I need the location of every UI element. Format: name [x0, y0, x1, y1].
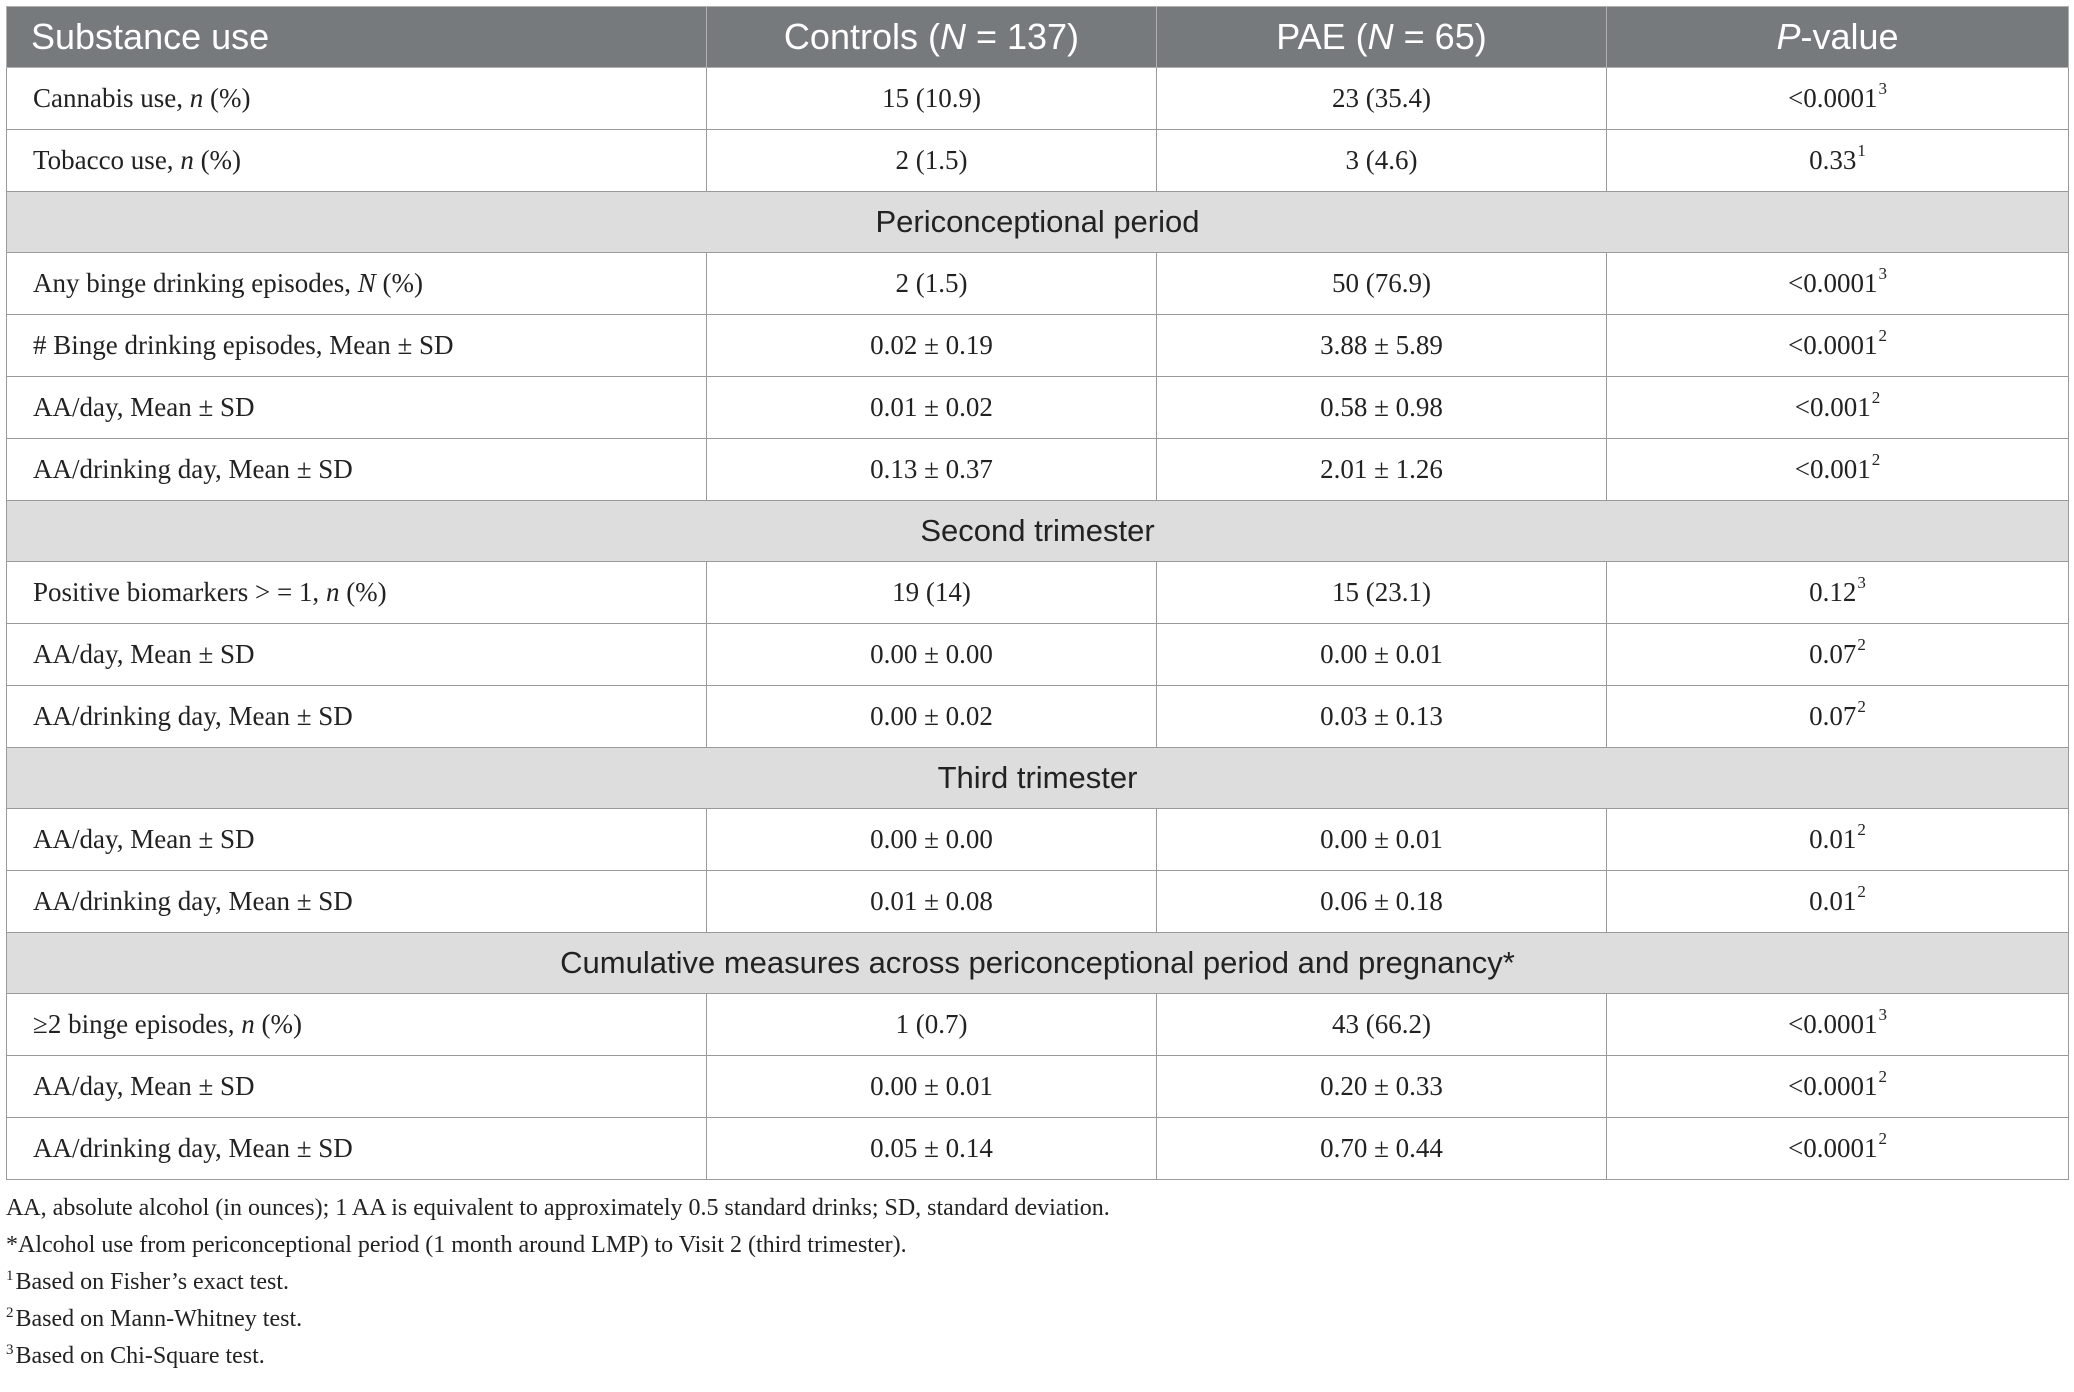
- controls-value: 19 (14): [707, 562, 1157, 624]
- section-title: Periconceptional period: [7, 192, 2069, 253]
- p-value: 0.33$^1$: [1607, 130, 2069, 192]
- substance-use-table: [6, 6, 2069, 1180]
- row-label: AA/drinking day, Mean ± SD: [7, 871, 707, 933]
- pae-value: 23 (35.4): [1157, 68, 1607, 130]
- pae-value: 0.03 ± 0.13: [1157, 686, 1607, 748]
- row-label: # Binge drinking episodes, Mean ± SD: [7, 315, 707, 377]
- controls-value: 0.00 ± 0.01: [707, 1056, 1157, 1118]
- pae-value: 0.70 ± 0.44: [1157, 1118, 1607, 1180]
- controls-value: 2 (1.5): [707, 253, 1157, 315]
- controls-value: 0.00 ± 0.02: [707, 686, 1157, 748]
- p-value: $<0.0001^2$: [1607, 1056, 2069, 1118]
- p-value: 0.12$^3$: [1607, 562, 2069, 624]
- table-row: [7, 624, 2069, 686]
- footnote-1: $^1$Based on Fisher’s exact test.: [6, 1268, 290, 1295]
- section-title: Second trimester: [7, 501, 2069, 562]
- header-controls: Controls (N = 137): [707, 7, 1157, 68]
- section-row: [7, 192, 2069, 253]
- controls-value: 0.00 ± 0.00: [707, 624, 1157, 686]
- row-label: Cannabis use, n (%): [7, 68, 707, 130]
- table-figure: [6, 6, 2068, 1375]
- controls-value: 0.05 ± 0.14: [707, 1118, 1157, 1180]
- p-value: $<0.0001^3$: [1607, 68, 2069, 130]
- controls-value: 0.01 ± 0.02: [707, 377, 1157, 439]
- table-footnotes: [6, 1190, 2068, 1375]
- p-value: $<0.001^2$: [1607, 439, 2069, 501]
- table-row: [7, 871, 2069, 933]
- header-substance-use: Substance use: [7, 7, 707, 68]
- table-row: [7, 686, 2069, 748]
- p-value: $<0.0001^2$: [1607, 315, 2069, 377]
- table-row: [7, 994, 2069, 1056]
- pae-value: 3 (4.6): [1157, 130, 1607, 192]
- table-row: [7, 1056, 2069, 1118]
- pae-value: 2.01 ± 1.26: [1157, 439, 1607, 501]
- row-label: AA/drinking day, Mean ± SD: [7, 1118, 707, 1180]
- controls-value: 0.02 ± 0.19: [707, 315, 1157, 377]
- section-row: [7, 748, 2069, 809]
- pae-value: 3.88 ± 5.89: [1157, 315, 1607, 377]
- controls-value: 0.13 ± 0.37: [707, 439, 1157, 501]
- row-label: AA/day, Mean ± SD: [7, 809, 707, 871]
- pae-value: 0.00 ± 0.01: [1157, 624, 1607, 686]
- table-row: [7, 1118, 2069, 1180]
- p-value: 0.01$^2$: [1607, 871, 2069, 933]
- row-label: AA/day, Mean ± SD: [7, 377, 707, 439]
- section-title: Cumulative measures across periconceptional period and pregnancy*: [7, 933, 2069, 994]
- p-value: $<0.001^2$: [1607, 377, 2069, 439]
- p-value: $<0.0001^3$: [1607, 994, 2069, 1056]
- table-row: [7, 130, 2069, 192]
- footnote-asterisk: *Alcohol use from periconceptional period (1 month around LMP) to Visit 2 (third trimester).: [6, 1232, 907, 1258]
- pae-value: 0.00 ± 0.01: [1157, 809, 1607, 871]
- pae-value: 0.58 ± 0.98: [1157, 377, 1607, 439]
- footnote-2: $^2$Based on Mann-Whitney test.: [6, 1305, 303, 1332]
- table-row: [7, 253, 2069, 315]
- controls-value: 15 (10.9): [707, 68, 1157, 130]
- p-value: $<0.0001^3$: [1607, 253, 2069, 315]
- p-value: 0.07$^2$: [1607, 624, 2069, 686]
- table-row: [7, 315, 2069, 377]
- p-value: 0.01$^2$: [1607, 809, 2069, 871]
- table-row: [7, 377, 2069, 439]
- controls-value: 0.00 ± 0.00: [707, 809, 1157, 871]
- row-label: AA/drinking day, Mean ± SD: [7, 439, 707, 501]
- row-label: ≥2 binge episodes, n (%): [7, 994, 707, 1056]
- controls-value: 0.01 ± 0.08: [707, 871, 1157, 933]
- pae-value: 15 (23.1): [1157, 562, 1607, 624]
- controls-value: 2 (1.5): [707, 130, 1157, 192]
- pae-value: 43 (66.2): [1157, 994, 1607, 1056]
- header-p-value: P-value: [1607, 7, 2069, 68]
- pae-value: 0.20 ± 0.33: [1157, 1056, 1607, 1118]
- section-title: Third trimester: [7, 748, 2069, 809]
- table-row: [7, 68, 2069, 130]
- table-row: [7, 809, 2069, 871]
- controls-value: 1 (0.7): [707, 994, 1157, 1056]
- row-label: AA/drinking day, Mean ± SD: [7, 686, 707, 748]
- row-label: Any binge drinking episodes, N (%): [7, 253, 707, 315]
- header-pae: PAE (N = 65): [1157, 7, 1607, 68]
- section-row: [7, 933, 2069, 994]
- table-header-row: [7, 7, 2069, 68]
- row-label: Tobacco use, n (%): [7, 130, 707, 192]
- pae-value: 50 (76.9): [1157, 253, 1607, 315]
- section-row: [7, 501, 2069, 562]
- row-label: AA/day, Mean ± SD: [7, 1056, 707, 1118]
- footnote-3: $^3$Based on Chi-Square test.: [6, 1342, 265, 1369]
- pae-value: 0.06 ± 0.18: [1157, 871, 1607, 933]
- row-label: AA/day, Mean ± SD: [7, 624, 707, 686]
- p-value: $<0.0001^2$: [1607, 1118, 2069, 1180]
- row-label: Positive biomarkers > = 1, n (%): [7, 562, 707, 624]
- p-value: 0.07$^2$: [1607, 686, 2069, 748]
- table-row: [7, 439, 2069, 501]
- table-row: [7, 562, 2069, 624]
- footnote-abbreviations: AA, absolute alcohol (in ounces); 1 AA is equivalent to approximately 0.5 standard drinks; SD, standard deviation.: [6, 1195, 1110, 1221]
